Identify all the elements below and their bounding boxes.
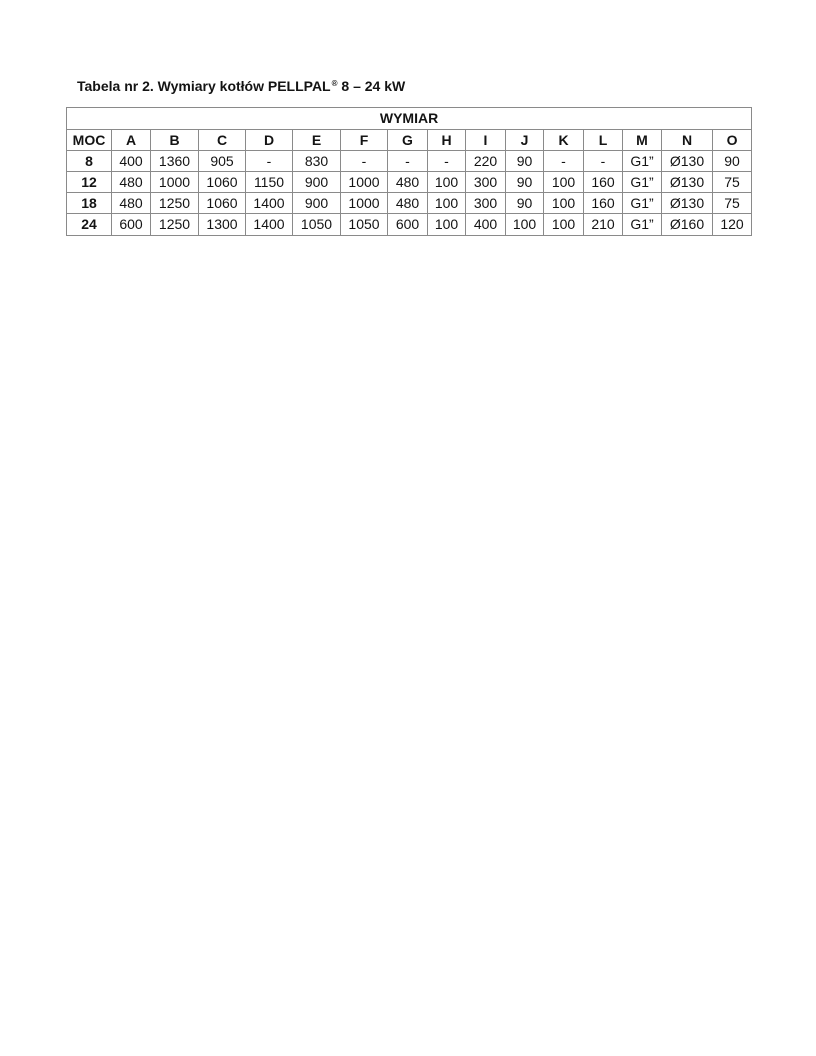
cell-f: 1000 — [341, 193, 388, 214]
cell-k: 100 — [544, 193, 584, 214]
cell-n: Ø160 — [662, 214, 713, 236]
cell-n: Ø130 — [662, 172, 713, 193]
cell-n: Ø130 — [662, 151, 713, 172]
cell-g: - — [388, 151, 428, 172]
cell-i: 300 — [466, 193, 506, 214]
group-header-wymiar: WYMIAR — [67, 108, 752, 130]
cell-e: 830 — [293, 151, 341, 172]
cell-h: - — [428, 151, 466, 172]
cell-moc: 24 — [67, 214, 112, 236]
cell-j: 90 — [506, 172, 544, 193]
cell-f: 1000 — [341, 172, 388, 193]
cell-k: 100 — [544, 214, 584, 236]
cell-m: G1” — [623, 172, 662, 193]
cell-k: 100 — [544, 172, 584, 193]
cell-moc: 8 — [67, 151, 112, 172]
cell-b: 1250 — [151, 193, 199, 214]
column-header-k: K — [544, 130, 584, 151]
column-header-d: D — [246, 130, 293, 151]
cell-d: 1400 — [246, 214, 293, 236]
table-caption — [77, 78, 405, 97]
cell-e: 1050 — [293, 214, 341, 236]
cell-a: 480 — [112, 172, 151, 193]
column-header-l: L — [584, 130, 623, 151]
cell-f: 1050 — [341, 214, 388, 236]
caption-text: Tabela nr 2. Wymiary kotłów PELLPAL — [77, 78, 331, 94]
cell-i: 400 — [466, 214, 506, 236]
cell-n: Ø130 — [662, 193, 713, 214]
column-header-g: G — [388, 130, 428, 151]
column-header-j: J — [506, 130, 544, 151]
cell-f: - — [341, 151, 388, 172]
column-header-m: M — [623, 130, 662, 151]
cell-l: 210 — [584, 214, 623, 236]
cell-d: - — [246, 151, 293, 172]
caption-range: 8 – 24 kW — [337, 78, 406, 94]
cell-l: - — [584, 151, 623, 172]
column-header-o: O — [713, 130, 752, 151]
cell-e: 900 — [293, 172, 341, 193]
cell-m: G1” — [623, 193, 662, 214]
cell-g: 480 — [388, 172, 428, 193]
cell-d: 1150 — [246, 172, 293, 193]
cell-c: 1300 — [199, 214, 246, 236]
cell-h: 100 — [428, 193, 466, 214]
cell-a: 400 — [112, 151, 151, 172]
cell-j: 100 — [506, 214, 544, 236]
column-header-row — [67, 130, 752, 151]
column-header-c: C — [199, 130, 246, 151]
registered-mark: ® — [331, 79, 338, 88]
cell-d: 1400 — [246, 193, 293, 214]
cell-j: 90 — [506, 193, 544, 214]
column-header-i: I — [466, 130, 506, 151]
cell-i: 300 — [466, 172, 506, 193]
table-row-moc-8 — [67, 151, 752, 172]
cell-i: 220 — [466, 151, 506, 172]
cell-g: 600 — [388, 214, 428, 236]
cell-b: 1250 — [151, 214, 199, 236]
group-header-row — [67, 108, 752, 130]
column-header-f: F — [341, 130, 388, 151]
table-row-moc-18 — [67, 193, 752, 214]
cell-b: 1360 — [151, 151, 199, 172]
column-header-a: A — [112, 130, 151, 151]
cell-h: 100 — [428, 172, 466, 193]
cell-o: 75 — [713, 172, 752, 193]
cell-c: 905 — [199, 151, 246, 172]
table-row-moc-24 — [67, 214, 752, 236]
cell-c: 1060 — [199, 172, 246, 193]
cell-o: 120 — [713, 214, 752, 236]
cell-moc: 18 — [67, 193, 112, 214]
column-header-moc: MOC — [67, 130, 112, 151]
cell-m: G1” — [623, 151, 662, 172]
cell-o: 90 — [713, 151, 752, 172]
cell-h: 100 — [428, 214, 466, 236]
table-row-moc-12 — [67, 172, 752, 193]
cell-g: 480 — [388, 193, 428, 214]
column-header-n: N — [662, 130, 713, 151]
cell-b: 1000 — [151, 172, 199, 193]
cell-m: G1” — [623, 214, 662, 236]
cell-o: 75 — [713, 193, 752, 214]
column-header-b: B — [151, 130, 199, 151]
cell-l: 160 — [584, 172, 623, 193]
dimensions-table — [66, 107, 752, 236]
cell-l: 160 — [584, 193, 623, 214]
cell-moc: 12 — [67, 172, 112, 193]
cell-j: 90 — [506, 151, 544, 172]
cell-e: 900 — [293, 193, 341, 214]
cell-k: - — [544, 151, 584, 172]
cell-a: 600 — [112, 214, 151, 236]
column-header-h: H — [428, 130, 466, 151]
column-header-e: E — [293, 130, 341, 151]
cell-c: 1060 — [199, 193, 246, 214]
cell-a: 480 — [112, 193, 151, 214]
